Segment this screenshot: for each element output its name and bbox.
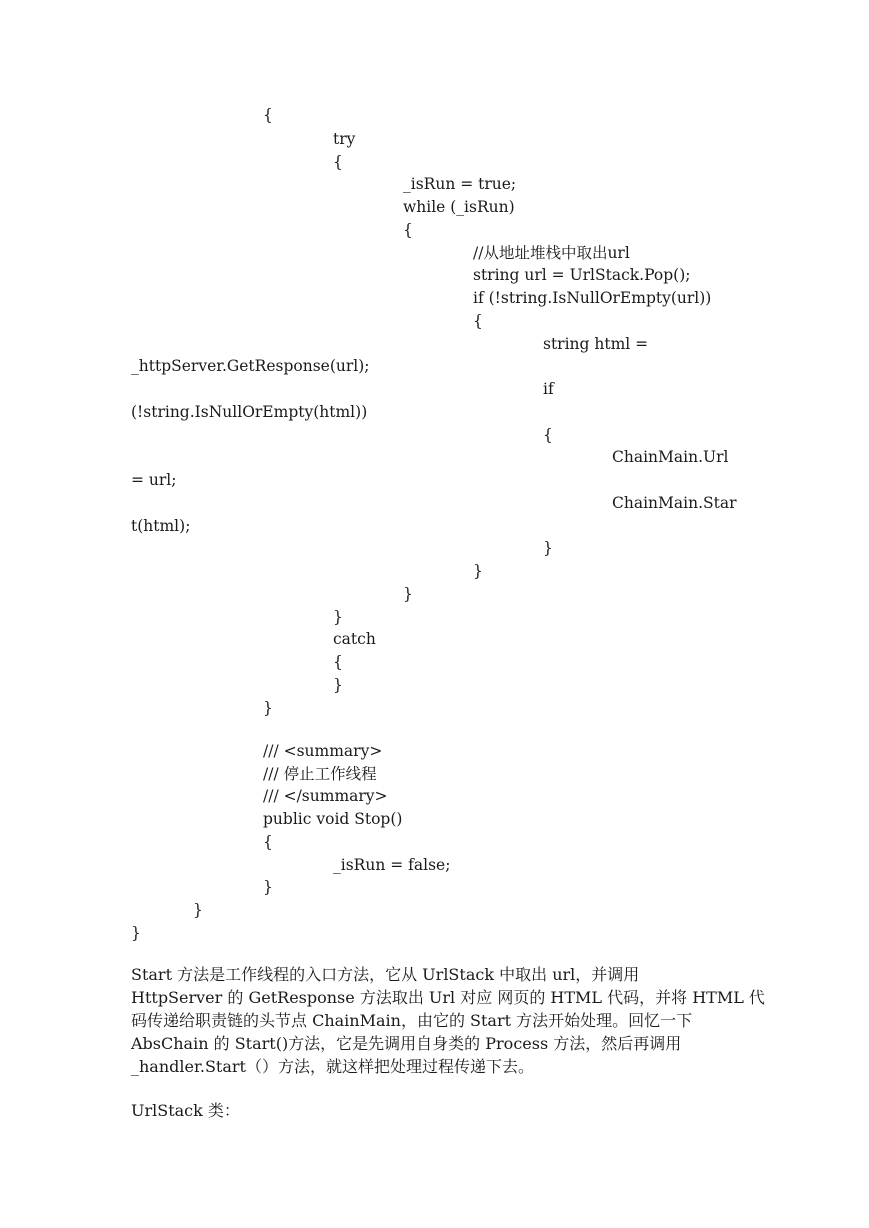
code-line: (!string.IsNullOrEmpty(html)) [131,403,368,421]
code-line: { [543,426,553,444]
code-line: string html = [543,335,649,353]
code-line: { [263,106,273,124]
code-line: if (!string.IsNullOrEmpty(url)) [473,289,712,307]
section-heading: UrlStack 类： [131,1101,240,1120]
code-line: { [333,653,343,671]
code-line: } [543,539,553,557]
code-line: } [333,608,343,626]
code-line: try [333,130,356,148]
code-line: { [473,312,483,330]
code-line: ChainMain.Url [612,448,729,466]
description-line: AbsChain 的 Start()方法，它是先调用自身类的 Process 方法，然后再调用 [131,1034,682,1053]
code-line: ChainMain.Star [612,494,737,512]
code-line: } [333,676,343,694]
code-line: } [403,585,413,603]
code-comment: //从地址堆栈中取出url [473,244,630,262]
code-line: _isRun = true; [403,175,517,193]
code-line: } [193,901,203,919]
description-line: Start 方法是工作线程的入口方法，它从 UrlStack 中取出 url，并调用 [131,965,640,984]
code-line: string url = UrlStack.Pop(); [473,266,691,284]
code-comment: /// 停止工作线程 [263,765,377,783]
code-line: } [263,878,273,896]
code-line: _httpServer.GetResponse(url); [131,357,370,375]
code-comment: /// </summary> [263,787,388,805]
code-line: catch [333,630,376,648]
description-line: _handler.Start（）方法，就这样把处理过程传递下去。 [131,1057,534,1076]
code-line: _isRun = false; [333,856,451,874]
description-line: 码传递给职责链的头节点 ChainMain，由它的 Start 方法开始处理。回忆一下 [131,1011,693,1030]
code-line: } [473,562,483,580]
code-line: public void Stop() [263,810,403,828]
code-line: t(html); [131,517,191,535]
code-line: if [543,380,554,398]
description-line: HttpServer 的 GetResponse 方法取出 Url 对应 网页的 HTML 代码，并将 HTML 代 [131,988,765,1007]
code-line: } [263,699,273,717]
code-line: { [263,833,273,851]
code-line: = url; [131,471,177,489]
code-line: while (_isRun) [403,198,515,216]
code-line: { [333,153,343,171]
code-comment: /// <summary> [263,742,383,760]
code-line: { [403,221,413,239]
code-line: } [131,924,141,942]
